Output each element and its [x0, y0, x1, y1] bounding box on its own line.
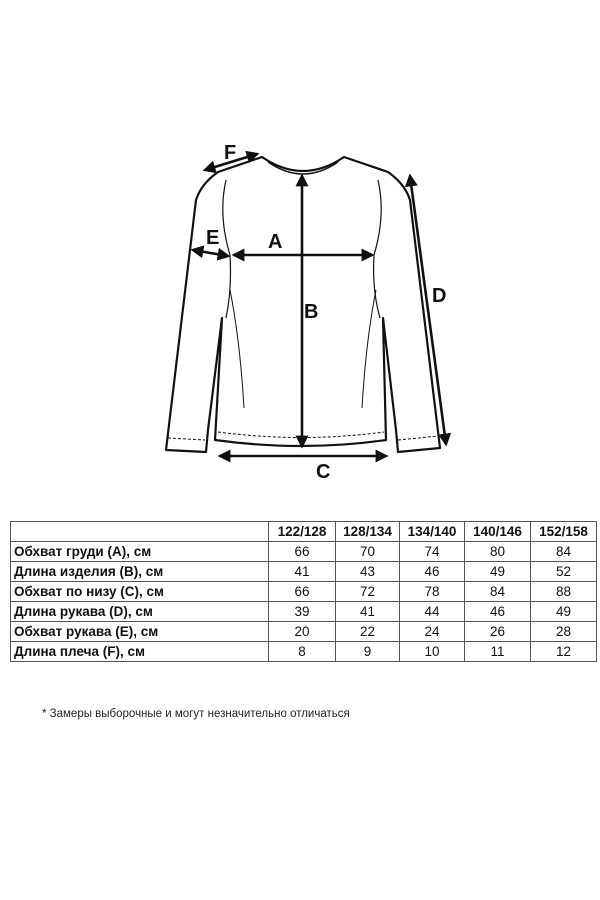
row-label: Длина изделия (В), см — [11, 562, 269, 582]
cell-value: 80 — [465, 542, 531, 562]
cell-value: 24 — [400, 622, 465, 642]
row-label: Длина рукава (D), см — [11, 602, 269, 622]
table-row — [11, 602, 597, 622]
cell-value: 41 — [336, 602, 400, 622]
cell-value: 9 — [336, 642, 400, 662]
label-d: D — [432, 285, 447, 307]
cell-value: 78 — [400, 582, 465, 602]
table-header-cell: 128/134 — [336, 522, 400, 542]
cell-value: 70 — [336, 542, 400, 562]
row-label: Обхват по низу (С), см — [11, 582, 269, 602]
cell-value: 74 — [400, 542, 465, 562]
row-label: Обхват рукава (Е), см — [11, 622, 269, 642]
cell-value: 66 — [269, 542, 336, 562]
table-row — [11, 542, 597, 562]
arrow-e-sleeve-width — [193, 250, 228, 256]
table-header-row — [11, 522, 597, 542]
cell-value: 28 — [531, 622, 597, 642]
table-header-cell: 122/128 — [269, 522, 336, 542]
cell-value: 43 — [336, 562, 400, 582]
cell-value: 10 — [400, 642, 465, 662]
measurement-disclaimer: * Замеры выборочные и могут незначительно отличаться — [42, 708, 350, 720]
table-header-cell: 140/146 — [465, 522, 531, 542]
row-label: Обхват груди (А), см — [11, 542, 269, 562]
cell-value: 88 — [531, 582, 597, 602]
cell-value: 39 — [269, 602, 336, 622]
arrow-d-sleeve — [410, 176, 446, 444]
cell-value: 84 — [465, 582, 531, 602]
label-c: C — [316, 461, 331, 483]
table-header-cell: 134/140 — [400, 522, 465, 542]
measurement-arrows — [193, 154, 446, 456]
cell-value: 11 — [465, 642, 531, 662]
cell-value: 20 — [269, 622, 336, 642]
cell-value: 46 — [400, 562, 465, 582]
cell-value: 72 — [336, 582, 400, 602]
table-row — [11, 642, 597, 662]
cell-value: 22 — [336, 622, 400, 642]
cell-value: 26 — [465, 622, 531, 642]
table-row — [11, 582, 597, 602]
cell-value: 41 — [269, 562, 336, 582]
table-row — [11, 562, 597, 582]
table-header-cell: 152/158 — [531, 522, 597, 542]
table-row — [11, 622, 597, 642]
table-header-cell — [11, 522, 269, 542]
cell-value: 12 — [531, 642, 597, 662]
label-a: A — [268, 231, 283, 253]
cell-value: 49 — [465, 562, 531, 582]
cell-value: 46 — [465, 602, 531, 622]
cell-value: 84 — [531, 542, 597, 562]
cell-value: 8 — [269, 642, 336, 662]
size-table — [10, 521, 597, 662]
cell-value: 52 — [531, 562, 597, 582]
cell-value: 49 — [531, 602, 597, 622]
cell-value: 66 — [269, 582, 336, 602]
label-e: E — [206, 227, 220, 249]
label-b: B — [304, 301, 319, 323]
cell-value: 44 — [400, 602, 465, 622]
row-label: Длина плеча (F), см — [11, 642, 269, 662]
label-f: F — [224, 142, 237, 164]
